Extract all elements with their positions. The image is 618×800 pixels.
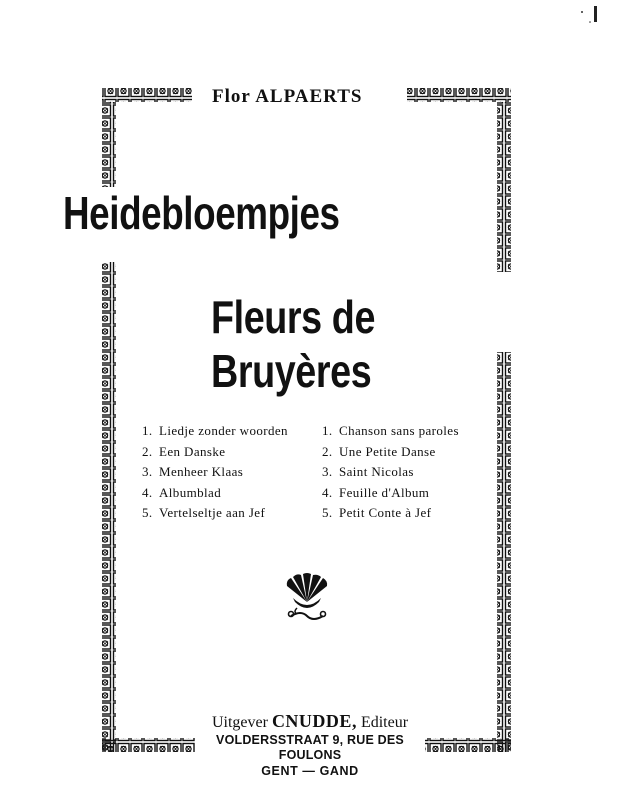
list-item: 1. Chanson sans paroles (322, 423, 459, 438)
list-item: 2. Een Danske (142, 443, 226, 459)
piece-list-dutch (142, 421, 288, 524)
list-item: 2. Une Petite Danse (322, 443, 436, 459)
list-item: 3. Menheer Klaas (142, 464, 244, 479)
list-item: 3. Saint Nicolas (322, 464, 414, 479)
publisher-imprint (200, 711, 420, 780)
publisher-name: CNUDDE, (271, 711, 357, 731)
piece-list-french (322, 421, 459, 524)
title-dutch: Heidebloempjes (63, 187, 340, 239)
list-item: 5. Vertelseltje aan Jef (142, 505, 266, 520)
fan-flower-vignette-icon (281, 572, 333, 624)
list-item: 5. Petit Conte à Jef (322, 505, 432, 520)
publisher-name-line: Uitgever CNUDDE, Editeur (211, 711, 409, 731)
composer-first-name: Flor (212, 86, 251, 107)
list-item: 4. Albumblad (142, 484, 222, 500)
composer-name (212, 86, 362, 108)
list-item: 1. Liedje zonder woorden (142, 423, 288, 438)
list-item: 4. Feuille d'Album (322, 484, 430, 500)
publisher-address: VOLDERSSTRAAT 9, RUE DES FOULONS (216, 733, 404, 762)
publisher-city: GENT — GAND (261, 764, 359, 778)
composer-last-name: ALPAERTS (255, 86, 363, 107)
title-french: Fleurs de Bruyères (211, 291, 376, 397)
